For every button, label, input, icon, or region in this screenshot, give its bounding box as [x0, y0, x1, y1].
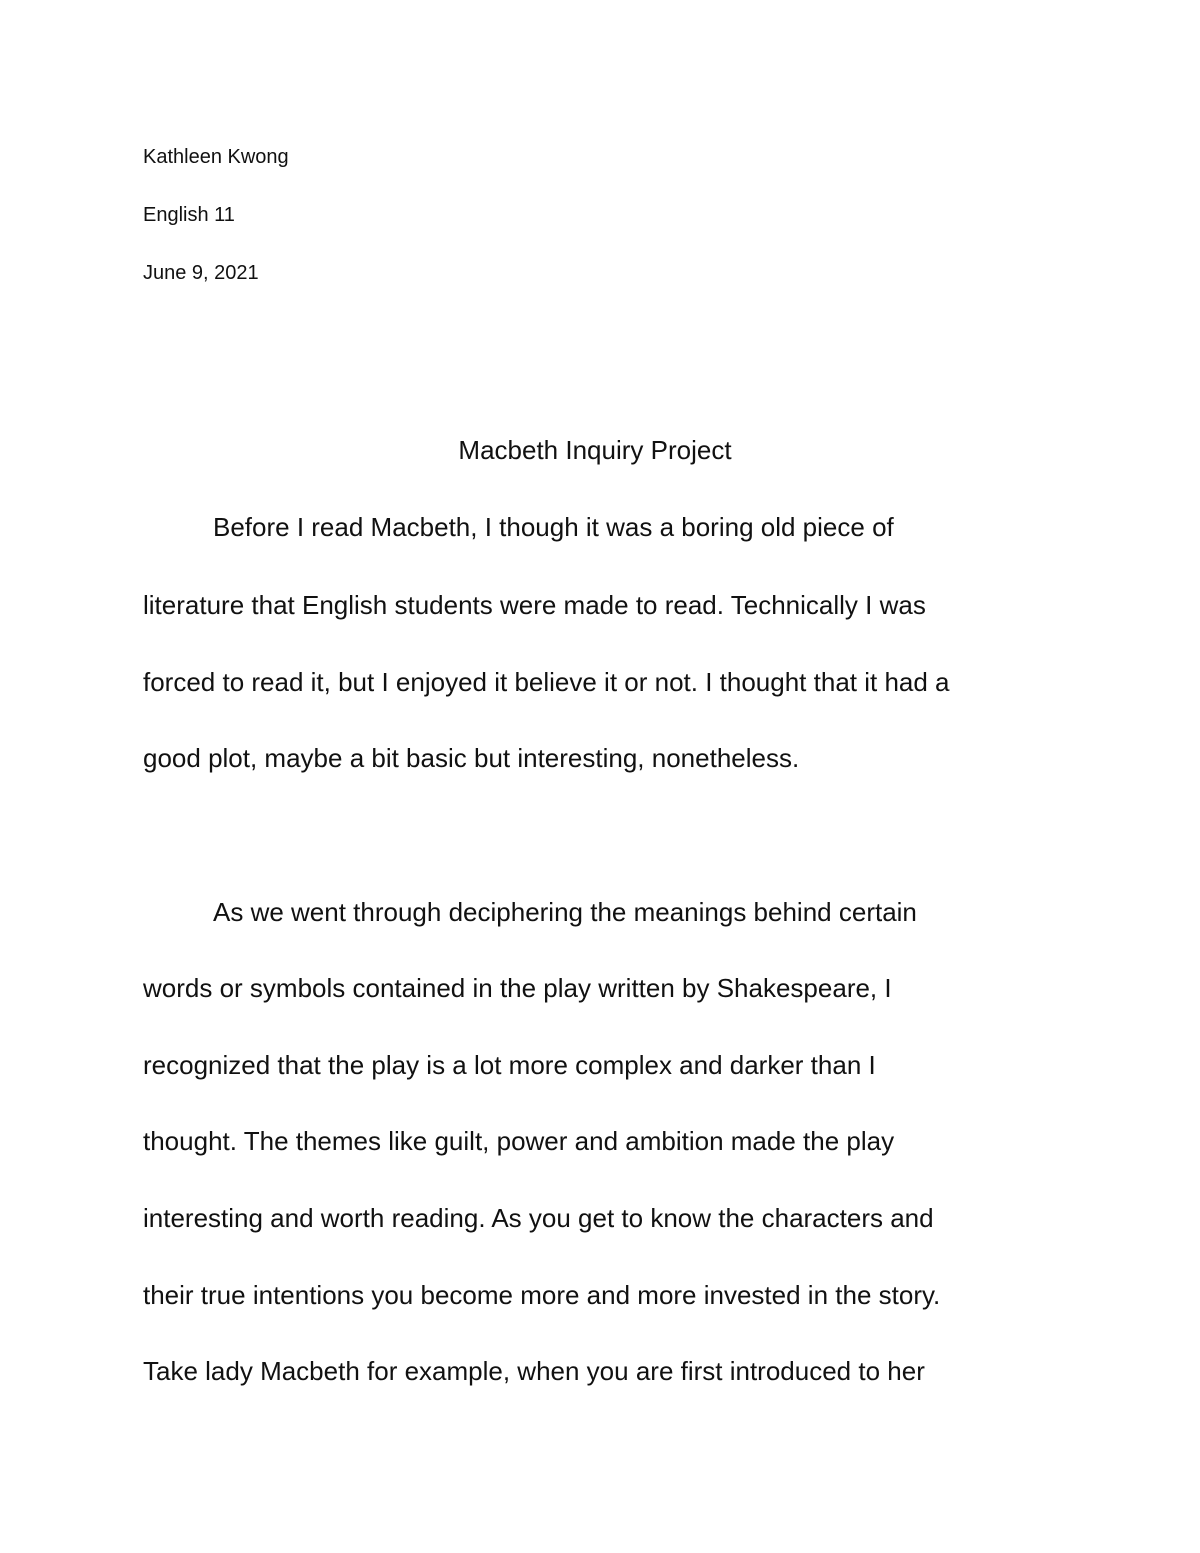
paragraph-line: their true intentions you become more and more invested in the story. — [143, 1280, 941, 1310]
paragraph-line: literature that English students were made to read. Technically I was — [143, 590, 926, 620]
paragraph-line: Take lady Macbeth for example, when you are first introduced to her — [143, 1356, 925, 1386]
paragraph-line: Before I read Macbeth, I though it was a boring old piece of — [213, 512, 894, 542]
paragraph-line: words or symbols contained in the play written by Shakespeare, I — [143, 973, 892, 1003]
paragraph-line: recognized that the play is a lot more complex and darker than I — [143, 1050, 876, 1080]
paragraph-line: As we went through deciphering the meanings behind certain — [213, 897, 917, 927]
paragraph-line: thought. The themes like guilt, power and ambition made the play — [143, 1126, 895, 1156]
course-name: English 11 — [143, 204, 235, 226]
paragraph-line: good plot, maybe a bit basic but interesting, nonetheless. — [143, 743, 800, 773]
author-name: Kathleen Kwong — [143, 146, 289, 168]
document-title: Macbeth Inquiry Project — [458, 435, 732, 465]
document-date: June 9, 2021 — [143, 262, 259, 284]
paragraph-line: forced to read it, but I enjoyed it believe it or not. I thought that it had a — [143, 667, 950, 697]
paragraph-line: interesting and worth reading. As you get to know the characters and — [143, 1203, 934, 1233]
